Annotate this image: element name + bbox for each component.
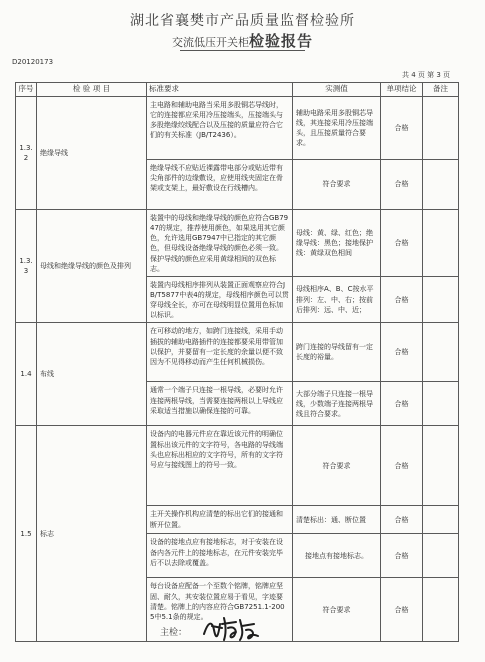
handwritten-signature bbox=[200, 612, 262, 644]
conclusion-cell: 合格 bbox=[381, 210, 423, 277]
seq-cell: 1.3.3 bbox=[16, 210, 37, 323]
item-cell: 布线 bbox=[37, 323, 147, 426]
title-underline bbox=[180, 50, 305, 51]
col-conclusion: 单项结论 bbox=[381, 83, 423, 97]
col-standard: 标准要求 bbox=[147, 83, 293, 97]
standard-cell: 每台设备应配备一个至数个铭牌，铭牌应坚固、耐久，其安装位置应易于看见，字迹要清楚。铭牌上的内容应符合GB7251.1-2005中5.1条的规定。 bbox=[147, 578, 293, 642]
standard-cell: 主开关操作机构应清楚的标出它们的接通和断开位置。 bbox=[147, 506, 293, 534]
measured-cell: 符合要求 bbox=[293, 426, 381, 506]
measured-cell: 母线：黄、绿、红色；绝缘导线：黑色；接地保护线：黄绿双色相间 bbox=[293, 210, 381, 277]
remark-cell bbox=[423, 160, 459, 210]
standard-cell: 设备的接地点应有接地标志，对于安装在设备内各元件上的接地标志，在元件安装完毕后不以去除或覆盖。 bbox=[147, 534, 293, 578]
standard-cell: 绝缘导线不应贴近裸露带电部分或贴近带有尖角部件的边缘敷设，应使用线夹固定在骨架或支架上，最好敷设在行线槽内。 bbox=[147, 160, 293, 210]
conclusion-cell: 合格 bbox=[381, 97, 423, 160]
col-item: 检 验 项 目 bbox=[37, 83, 147, 97]
table-row bbox=[16, 426, 459, 506]
remark-cell bbox=[423, 426, 459, 506]
measured-cell: 清楚标出：通、断位置 bbox=[293, 506, 381, 534]
item-cell: 母线和绝缘导线的颜色及排列 bbox=[37, 210, 147, 323]
conclusion-cell: 合格 bbox=[381, 382, 423, 426]
seq-cell: 1.4 bbox=[16, 323, 37, 426]
table-row bbox=[16, 323, 459, 382]
measured-cell: 符合要求 bbox=[293, 160, 381, 210]
col-seq: 序号 bbox=[16, 83, 37, 97]
conclusion-cell: 合格 bbox=[381, 323, 423, 382]
document-number: D20120173 bbox=[12, 58, 54, 66]
measured-cell: 跨门连接的导线留有一定长度的裕量。 bbox=[293, 323, 381, 382]
standard-cell: 装置中的母线和绝缘导线的颜色应符合GB7947的规定，推荐使用颜色，如果选用其它颜色，允许选用GB7947中已指定的其它颜色，但母线设备绝缘导线的颜色必须一致。保护导线的颜色应采用黄绿相间的双色标志。 bbox=[147, 210, 293, 277]
measured-cell: 辅助电路采用多股铜芯导线，其连接采用冷压接端头，且压接质量符合要求。 bbox=[293, 97, 381, 160]
measured-cell: 符合要求 bbox=[293, 578, 381, 642]
remark-cell bbox=[423, 382, 459, 426]
conclusion-cell: 合格 bbox=[381, 160, 423, 210]
standard-cell: 主电路和辅助电路当采用多股铜芯导线时，它的连接都应采用冷压接端头，压接端头与多股绝缘绞线配合以及压接的质量应符合它们的有关标准（JB/T2436）。 bbox=[147, 97, 293, 160]
remark-cell bbox=[423, 578, 459, 642]
col-measured: 实测值 bbox=[293, 83, 381, 97]
inspection-table bbox=[15, 82, 459, 642]
report-subtitle bbox=[0, 30, 485, 51]
conclusion-cell: 合格 bbox=[381, 534, 423, 578]
page-info: 共 4 页 第 3 页 bbox=[402, 71, 451, 79]
remark-cell bbox=[423, 534, 459, 578]
standard-cell: 设备内的电器元件应在靠近该元件的明确位置标出该元件的文字符号，各电路的导线端头也应标出相应的文字符号，所有的文字符号应与接线图上的符号一致。 bbox=[147, 426, 293, 506]
item-cell: 标志 bbox=[37, 426, 147, 642]
seq-cell: 1.3.2 bbox=[16, 97, 37, 210]
table-row bbox=[16, 97, 459, 160]
remark-cell bbox=[423, 97, 459, 160]
org-title: 湖北省襄樊市产品质量监督检验所 bbox=[130, 13, 355, 29]
report-name: 检验报告 bbox=[248, 32, 313, 50]
conclusion-cell: 合格 bbox=[381, 506, 423, 534]
remark-cell bbox=[423, 506, 459, 534]
conclusion-cell: 合格 bbox=[381, 426, 423, 506]
measured-cell: 接地点有接地标志。 bbox=[293, 534, 381, 578]
measured-cell: 大部分端子只连接一根导线，少数端子连接两根导线且符合要求。 bbox=[293, 382, 381, 426]
col-remark: 备注 bbox=[423, 83, 459, 97]
conclusion-cell: 合格 bbox=[381, 578, 423, 642]
table-header-row bbox=[16, 83, 459, 97]
standard-cell: 在可移动的地方，如跨门连接线，采用手动插拔的辅助电路插件的连接都要采用带管加以保护，并要留有一定长度的余量以便不致因为不见得移动而产生任何机械损伤。 bbox=[147, 323, 293, 382]
remark-cell bbox=[423, 210, 459, 277]
conclusion-cell: 合格 bbox=[381, 276, 423, 323]
product-name: 交流低压开关柜 bbox=[171, 36, 249, 49]
item-cell: 绝缘导线 bbox=[37, 97, 147, 210]
remark-cell bbox=[423, 323, 459, 382]
table-row bbox=[16, 210, 459, 277]
standard-cell: 通常一个端子只连接一根导线，必要时允许连接两根导线，当需要连接两根以上导线应采取适当措施以确保连接的可靠。 bbox=[147, 382, 293, 426]
standard-cell: 装置内母线相序排列从装置正面观察应符合JB/T5877中表4的规定，母线相序颜色可以贯穿母线全长，亦可在母线明显位置用色标加以标识。 bbox=[147, 276, 293, 323]
inspector-label: 主检： bbox=[160, 628, 188, 638]
seq-cell: 1.5 bbox=[16, 426, 37, 642]
remark-cell bbox=[423, 276, 459, 323]
measured-cell: 母线相序A、B、C按水平排列：左、中、右；按前后排列：远、中、近； bbox=[293, 276, 381, 323]
